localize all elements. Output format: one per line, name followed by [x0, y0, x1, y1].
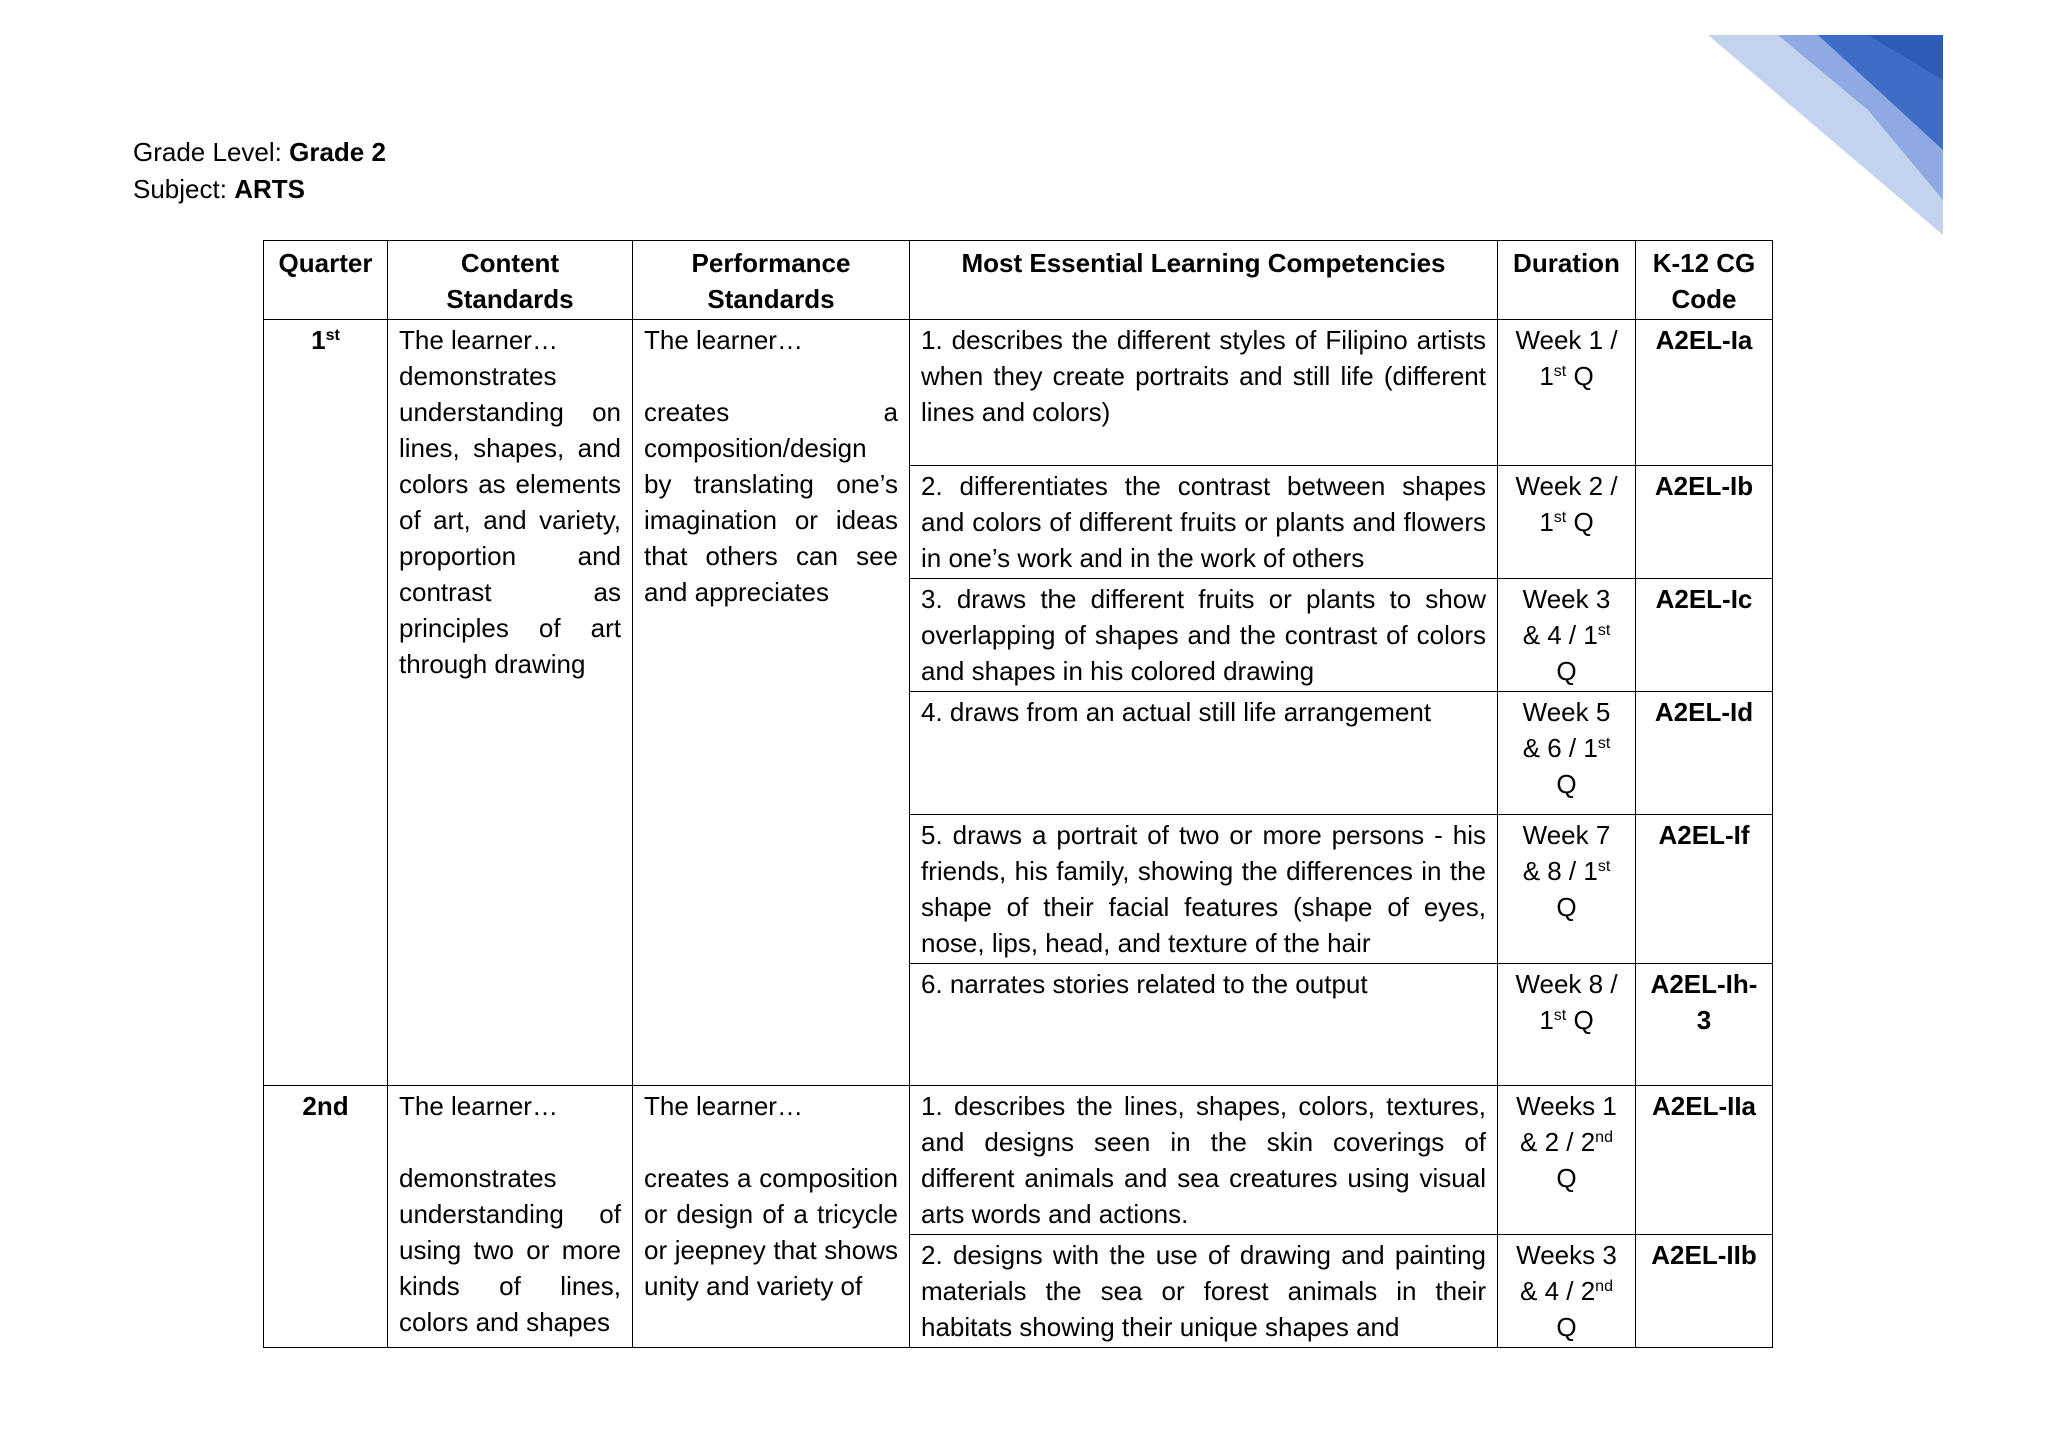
- competency-cell: 2. designs with the use of drawing and painting materials the sea or forest animals in their habitats showing their unique shapes and: [910, 1235, 1498, 1348]
- header-content-standards: Content Standards: [388, 241, 633, 320]
- page-number: 367: [1964, 56, 2006, 83]
- subject-value: ARTS: [234, 174, 305, 204]
- code-cell: A2EL-Ic: [1636, 579, 1773, 692]
- header-code: K-12 CG Code: [1636, 241, 1773, 320]
- performance-intro: The learner…: [644, 1091, 803, 1121]
- document-header: [133, 134, 386, 208]
- competency-cell: 1. describes the different styles of Filipino artists when they create portraits and still life (different lines and colors): [910, 320, 1498, 466]
- code-cell: A2EL-Ia: [1636, 320, 1773, 466]
- duration-cell: Week 8 / 1st Q: [1498, 964, 1636, 1086]
- competency-cell: 1. describes the lines, shapes, colors, textures, and designs seen in the skin coverings of different animals and sea creatures using visual arts words and actions.: [910, 1086, 1498, 1235]
- content-intro: The learner…: [399, 325, 558, 355]
- header-performance-standards: Performance Standards: [633, 241, 910, 320]
- grade-level-line: [133, 134, 386, 171]
- quarter-cell: 1st: [264, 320, 388, 1086]
- code-cell: A2EL-IIa: [1636, 1086, 1773, 1235]
- performance-text: creates a composition or design of a tricycle or jeepney that shows unity and variety of: [644, 1163, 898, 1301]
- competency-cell: 2. differentiates the contrast between shapes and colors of different fruits or plants and flowers in one’s work and in the work of others: [910, 466, 1498, 579]
- code-cell: A2EL-IIb: [1636, 1235, 1773, 1348]
- header-duration: Duration: [1498, 241, 1636, 320]
- competency-cell: 4. draws from an actual still life arrangement: [910, 692, 1498, 815]
- content-text: demonstrates understanding of using two or more kinds of lines, colors and shapes: [399, 1163, 621, 1337]
- table-row: [264, 1086, 1773, 1235]
- competency-cell: 3. draws the different fruits or plants to show overlapping of shapes and the contrast of colors and shapes in his colored drawing: [910, 579, 1498, 692]
- content-text: demonstrates understanding on lines, shapes, and colors as elements of art, and variety, proportion and contrast as principles of art through drawing: [399, 361, 621, 679]
- subject-label: Subject:: [133, 174, 227, 204]
- code-cell: A2EL-Id: [1636, 692, 1773, 815]
- performance-standards-cell: [633, 320, 910, 1086]
- content-intro: The learner…: [399, 1091, 558, 1121]
- performance-standards-cell: [633, 1086, 910, 1348]
- header-competencies: Most Essential Learning Competencies: [910, 241, 1498, 320]
- content-standards-cell: [388, 320, 633, 1086]
- code-cell: A2EL-Ih-3: [1636, 964, 1773, 1086]
- curriculum-table: [263, 240, 1773, 1348]
- duration-cell: Week 3 & 4 / 1st Q: [1498, 579, 1636, 692]
- duration-cell: Week 2 / 1st Q: [1498, 466, 1636, 579]
- corner-decoration: [1708, 0, 2048, 240]
- duration-cell: Week 1 / 1st Q: [1498, 320, 1636, 466]
- duration-cell: Weeks 1 & 2 / 2nd Q: [1498, 1086, 1636, 1235]
- quarter-cell: 2nd: [264, 1086, 388, 1348]
- subject-line: [133, 171, 386, 208]
- grade-label: Grade Level:: [133, 137, 282, 167]
- duration-cell: Week 5 & 6 / 1st Q: [1498, 692, 1636, 815]
- table-header-row: [264, 241, 1773, 320]
- code-cell: A2EL-If: [1636, 815, 1773, 964]
- competency-cell: 6. narrates stories related to the output: [910, 964, 1498, 1086]
- competency-cell: 5. draws a portrait of two or more persons - his friends, his family, showing the differences in the shape of their facial features (shape of eyes, nose, lips, head, and texture of the hair: [910, 815, 1498, 964]
- performance-intro: The learner…: [644, 325, 803, 355]
- content-standards-cell: [388, 1086, 633, 1348]
- header-quarter: Quarter: [264, 241, 388, 320]
- performance-text: creates a composition/design by translating one’s imagination or ideas that others can see and appreciates: [644, 397, 898, 607]
- code-cell: A2EL-Ib: [1636, 466, 1773, 579]
- grade-value: Grade 2: [289, 137, 386, 167]
- duration-cell: Week 7 & 8 / 1st Q: [1498, 815, 1636, 964]
- duration-cell: Weeks 3 & 4 / 2nd Q: [1498, 1235, 1636, 1348]
- table-row: [264, 320, 1773, 466]
